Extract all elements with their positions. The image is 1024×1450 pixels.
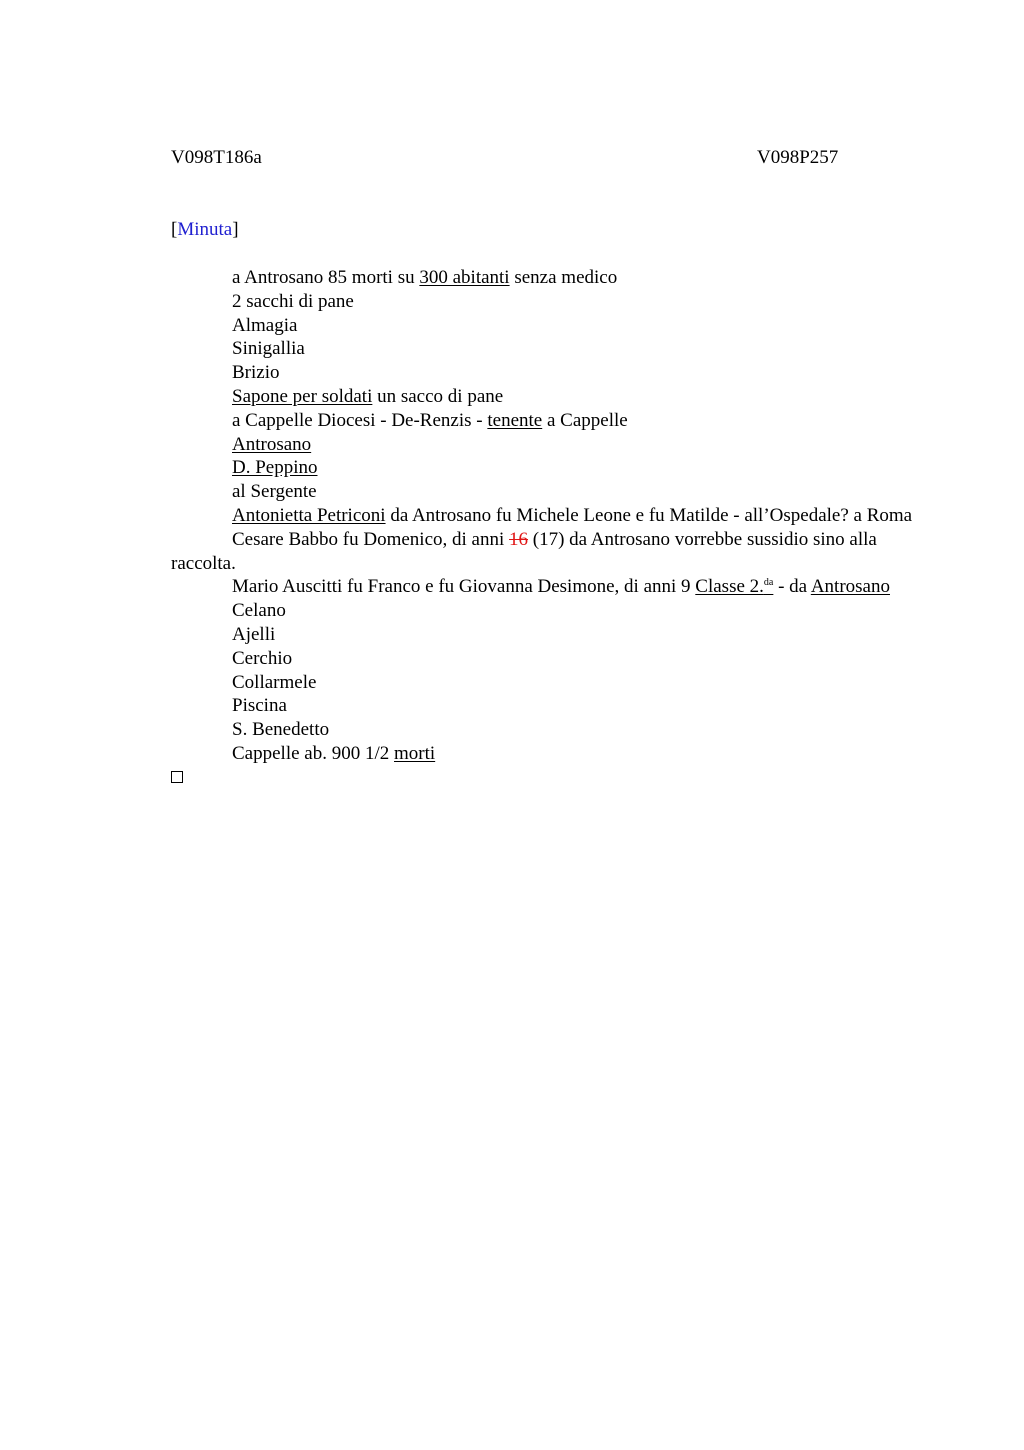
text-line: Brizio — [232, 362, 280, 384]
text-line: a Antrosano 85 morti su 300 abitanti senza medico — [232, 267, 618, 288]
text-line: 2 sacchi di pane — [232, 290, 354, 312]
label-minuta: Minuta — [177, 219, 233, 240]
text-line: Ajelli — [232, 623, 276, 645]
document-code-left: V098T186a — [171, 147, 262, 168]
text-line: Antonietta Petriconi da Antrosano fu Michele Leone e fu Matilde - all’Ospedale? a Roma — [232, 504, 913, 526]
text-line: Sinigallia — [232, 338, 305, 360]
text-line: Cerchio — [232, 647, 293, 669]
text-line: S. Benedetto — [232, 719, 330, 741]
end-marker-box-icon — [171, 771, 183, 783]
text-line: Almagia — [232, 314, 298, 336]
document-label — [171, 218, 919, 242]
struck-number: 16 — [509, 528, 529, 550]
text-line: Antrosano — [232, 433, 312, 455]
label-open-bracket: [ — [171, 219, 178, 240]
text-line: Sapone per soldati un sacco di pane — [232, 385, 504, 407]
document-body — [171, 266, 919, 783]
superscript: da — [763, 577, 774, 589]
text-line: Mario Auscitti fu Franco e fu Giovanna Desimone, di anni 9 Classe 2.$^{da}$ - da Antrosano — [232, 576, 890, 598]
page-header — [171, 146, 919, 170]
text-line: Collarmele — [232, 671, 317, 693]
text-line: D. Peppino — [232, 457, 318, 479]
document-page — [171, 146, 919, 783]
text-line: a Cappelle Diocesi - De-Renzis - tenente a Cappelle — [232, 409, 628, 431]
text-line: Cesare Babbo fu Domenico, di anni 16 (17) da Antrosano vorrebbe sussidio sino alla raccolta. — [171, 528, 877, 574]
text-line: Piscina — [232, 695, 287, 717]
document-code-right: V098P257 — [757, 147, 839, 168]
text-line: al Sergente — [232, 481, 317, 503]
text-line: Cappelle ab. 900 1/2 morti — [232, 742, 436, 764]
text-line: Celano — [232, 600, 286, 622]
label-close-bracket: ] — [232, 219, 239, 240]
